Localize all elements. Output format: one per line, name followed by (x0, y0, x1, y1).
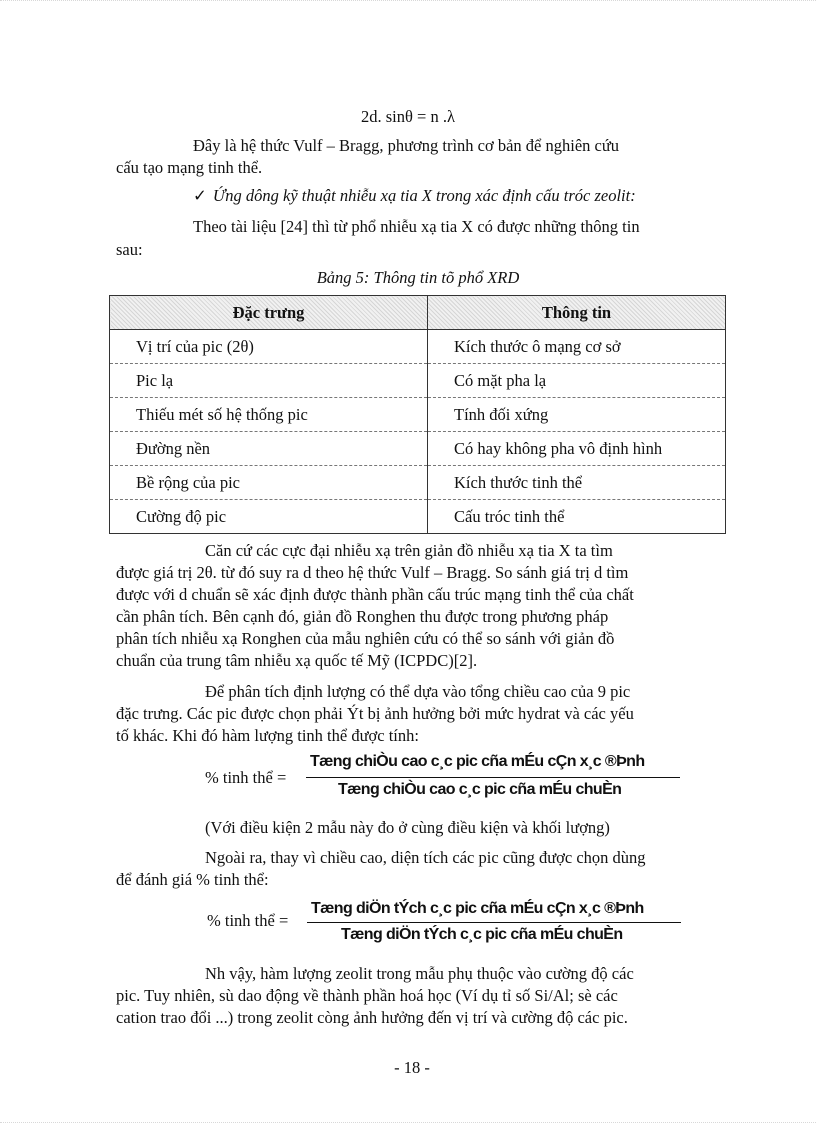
paragraph-line: Để phân tích định lượng có thể dựa vào tổng chiều cao của 9 pic (205, 682, 631, 701)
paragraph-line: Ngoài ra, thay vì chiều cao, diện tích các pic cũng được chọn dùng (205, 848, 646, 867)
table-row (110, 466, 726, 500)
formula-note: (Với điều kiện 2 mẫu này đo ở cùng điều kiện và khối lượng) (205, 818, 610, 837)
table-header-cell: Đặc trưng (110, 296, 428, 330)
table-row (110, 330, 726, 364)
table-cell: Kích thước ô mạng cơ sở (428, 330, 726, 364)
table-cell: Pic lạ (110, 364, 428, 398)
paragraph-line: pic. Tuy nhiên, sù dao động về thành phần hoá học (Ví dụ tỉ số Si/Al; sè các (116, 986, 618, 1005)
checkmark-icon: ✓ (193, 186, 207, 205)
paragraph-line: được giá trị 2θ. từ đó suy ra d theo hệ thức Vulf – Bragg. So sánh giá trị d tìm (116, 563, 629, 582)
paragraph-line: cấu tạo mạng tinh thể. (116, 158, 263, 177)
paragraph-line: phân tích nhiễu xạ Ronghen của mẫu nghiên cứu có thể so sánh với giản đồ (116, 629, 615, 648)
table-row (110, 432, 726, 466)
table-cell: Cấu tróc tinh thể (428, 500, 726, 534)
table-cell: Đường nền (110, 432, 428, 466)
paragraph-line: Căn cứ các cực đại nhiễu xạ trên giản đồ nhiễu xạ tia X ta tìm (205, 541, 613, 560)
formula-numerator: Tæng chiÒu cao c¸c pic cña mÉu cÇn x¸c ®Þnh (310, 753, 645, 770)
bullet-heading (193, 185, 636, 207)
table-cell: Cường độ pic (110, 500, 428, 534)
paragraph-line: Nh vậy, hàm lượng zeolit trong mẫu phụ thuộc vào cường độ các (205, 964, 634, 983)
formula-denominator: Tæng chiÒu cao c¸c pic cña mÉu chuÈn (338, 781, 622, 798)
formula-numerator: Tæng diÖn tÝch c¸c pic cña mÉu cÇn x¸c ®Þnh (311, 900, 644, 917)
paragraph-line: cation trao đổi ...) trong zeolit còng ảnh hưởng đến vị trí và cường độ các pic. (116, 1008, 628, 1027)
paragraph-line: để đánh giá % tinh thể: (116, 870, 269, 889)
bullet-heading-text: Ứng dông kỹ thuật nhiễu xạ tia X trong xác định cấu tróc zeolit: (212, 186, 636, 205)
fraction-bar (306, 777, 680, 778)
table-row (110, 500, 726, 534)
table-caption: Bảng 5: Thông tin tõ phổ XRD (316, 268, 520, 287)
paragraph-line: cần phân tích. Bên cạnh đó, giản đồ Ronghen thu được trong phương pháp (116, 607, 609, 626)
paragraph-line: Theo tài liệu [24] thì từ phổ nhiễu xạ tia X có được những thông tin (193, 217, 640, 236)
paragraph-line: Đây là hệ thức Vulf – Bragg, phương trình cơ bản để nghiên cứu (193, 136, 620, 155)
paragraph-line: được với d chuẩn sẽ xác định được thành phần cấu trúc mạng tinh thể của chất (116, 585, 634, 604)
page-number: - 18 - (394, 1058, 430, 1077)
paragraph-line: đặc trưng. Các pic được chọn phải Ýt bị ảnh hưởng bởi mức hydrat và các yếu (116, 704, 634, 723)
fraction-bar (307, 922, 681, 923)
table-header-cell: Thông tin (428, 296, 726, 330)
table-cell: Có mặt pha lạ (428, 364, 726, 398)
table-row (110, 398, 726, 432)
paragraph-line: chuẩn của trung tâm nhiễu xạ quốc tế Mỹ (ICPDC)[2]. (116, 651, 478, 670)
formula-lhs: % tinh thể = (205, 768, 287, 787)
table-cell: Kích thước tinh thể (428, 466, 726, 500)
table-cell: Tính đối xứng (428, 398, 726, 432)
table-cell: Bề rộng của pic (110, 466, 428, 500)
table-header-row (110, 296, 726, 330)
bragg-equation: 2d. sinθ = n .λ (361, 107, 455, 126)
table-cell: Có hay không pha vô định hình (428, 432, 726, 466)
formula-lhs: % tinh thể = (207, 911, 289, 930)
paragraph-line: tố khác. Khi đó hàm lượng tinh thể được tính: (116, 726, 419, 745)
xrd-info-table (109, 295, 726, 534)
formula-denominator: Tæng diÖn tÝch c¸c pic cña mÉu chuÈn (341, 926, 623, 943)
table-row (110, 364, 726, 398)
table-cell: Vị trí của pic (2θ) (110, 330, 428, 364)
table-cell: Thiếu mét số hệ thống pic (110, 398, 428, 432)
paragraph-line: sau: (116, 240, 143, 259)
